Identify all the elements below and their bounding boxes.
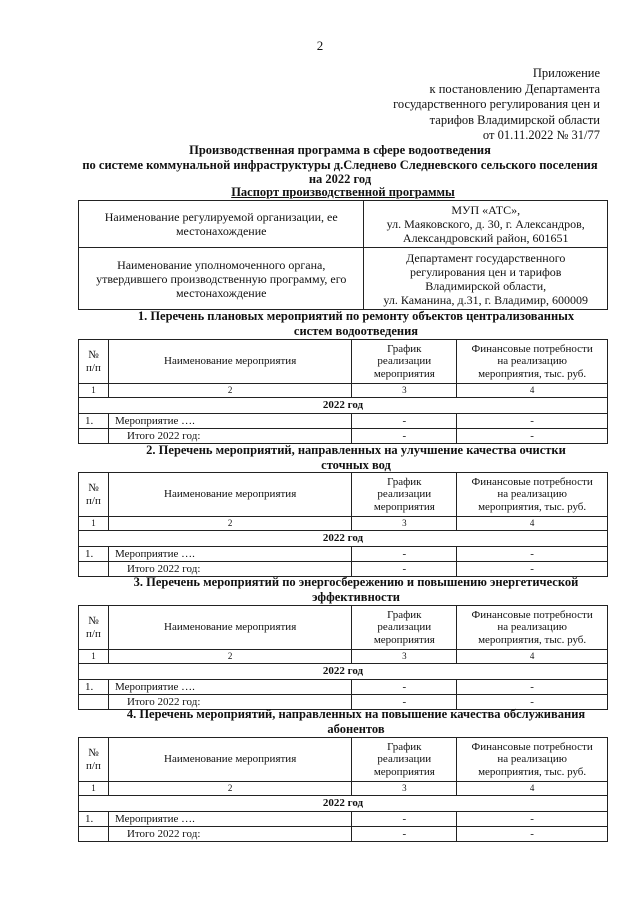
- appendix-line: тарифов Владимирской области: [429, 112, 600, 127]
- year-row: [79, 398, 608, 414]
- row-schedule: -: [352, 547, 457, 562]
- document-title: [70, 143, 610, 187]
- section-table-1: [78, 339, 608, 444]
- col-number: 1: [79, 384, 109, 398]
- row-name: Мероприятие ….: [108, 812, 351, 827]
- section-table-2: [78, 472, 608, 577]
- table-row: [79, 812, 608, 827]
- section-title-line: сточных вод: [321, 458, 391, 472]
- section-title-3: [96, 575, 616, 605]
- col-number: 4: [457, 782, 608, 796]
- header-schedule: График реализации мероприятия: [352, 473, 457, 517]
- page-number: 2: [316, 38, 324, 53]
- col-number: 3: [352, 384, 457, 398]
- table-header-row: [79, 738, 608, 782]
- total-row: [79, 429, 608, 444]
- appendix-line: государственного регулирования цен и: [393, 97, 600, 111]
- header-finance: Финансовые потребности на реализацию мероприятия, тыс. руб.: [457, 738, 608, 782]
- passport-org-label: Наименование регулируемой организации, ее местонахождение: [79, 201, 364, 248]
- appendix-line: к постановлению Департамента: [429, 81, 600, 96]
- total-schedule: -: [352, 827, 457, 842]
- table-header-row: [79, 340, 608, 384]
- appendix-block: [393, 66, 600, 144]
- title-line: по системе коммунальной инфраструктуры д.Следнево Следневского сельского поселения: [82, 157, 598, 172]
- col-number: 1: [79, 650, 109, 664]
- table-row: [79, 414, 608, 429]
- passport-table: [78, 200, 608, 310]
- section-title-2: [96, 443, 616, 473]
- col-number: 1: [79, 782, 109, 796]
- row-finance: -: [457, 414, 608, 429]
- total-finance: -: [457, 562, 608, 577]
- year-row: [79, 664, 608, 680]
- appendix-line: от 01.11.2022 № 31/77: [482, 128, 600, 142]
- table-header-row: [79, 606, 608, 650]
- year-row: [79, 796, 608, 812]
- total-number: [79, 429, 109, 444]
- total-name: Итого 2022 год:: [108, 695, 351, 710]
- passport-auth-label: Наименование уполномоченного органа, утвердившего производственную программу, его местонахождение: [79, 248, 364, 310]
- total-finance: -: [457, 695, 608, 710]
- header-num: № п/п: [79, 473, 109, 517]
- org-value-line: ул. Маяковского, д. 30, г. Александров,: [386, 217, 585, 231]
- auth-value-line: регулирования цен и тарифов: [409, 264, 562, 279]
- section-title-line: абонентов: [327, 722, 385, 736]
- table-header-row: [79, 473, 608, 517]
- section-title-line: эффективности: [312, 590, 400, 604]
- table-row: [79, 680, 608, 695]
- total-schedule: -: [352, 695, 457, 710]
- header-name: Наименование мероприятия: [108, 606, 351, 650]
- auth-value-line: Департамент государственного: [406, 250, 566, 265]
- col-number: 4: [457, 517, 608, 531]
- total-name: Итого 2022 год:: [108, 562, 351, 577]
- section-title-line: систем водоотведения: [293, 324, 419, 338]
- col-number: 1: [79, 517, 109, 531]
- col-number: 2: [108, 782, 351, 796]
- row-name: Мероприятие ….: [108, 547, 351, 562]
- title-line: на 2022 год: [308, 172, 372, 186]
- section-title-line: 2. Перечень мероприятий, направленных на улучшение качества очистки: [146, 443, 566, 457]
- header-schedule: График реализации мероприятия: [352, 606, 457, 650]
- header-finance: Финансовые потребности на реализацию мероприятия, тыс. руб.: [457, 473, 608, 517]
- year-label: 2022 год: [79, 531, 608, 547]
- row-schedule: -: [352, 414, 457, 429]
- column-number-row: [79, 650, 608, 664]
- header-finance: Финансовые потребности на реализацию мероприятия, тыс. руб.: [457, 606, 608, 650]
- section-title-4: [96, 707, 616, 737]
- total-schedule: -: [352, 429, 457, 444]
- org-value-line: МУП «АТС»,: [451, 203, 521, 217]
- passport-auth-value: [364, 248, 608, 310]
- total-name: Итого 2022 год:: [108, 827, 351, 842]
- total-schedule: -: [352, 562, 457, 577]
- col-number: 2: [108, 384, 351, 398]
- auth-value-line: Владимирской области,: [425, 278, 547, 293]
- total-row: [79, 827, 608, 842]
- appendix-line: Приложение: [532, 66, 600, 80]
- col-number: 4: [457, 384, 608, 398]
- row-finance: -: [457, 547, 608, 562]
- total-number: [79, 827, 109, 842]
- auth-value-line: ул. Каманина, д.31, г. Владимир, 600009: [383, 292, 589, 307]
- section-title-line: 4. Перечень мероприятий, направленных на повышение качества обслуживания: [126, 707, 586, 721]
- col-number: 3: [352, 650, 457, 664]
- row-finance: -: [457, 812, 608, 827]
- header-name: Наименование мероприятия: [108, 340, 351, 384]
- passport-org-value: [364, 201, 608, 248]
- row-schedule: -: [352, 680, 457, 695]
- section-title-1: [96, 309, 616, 339]
- row-name: Мероприятие ….: [108, 680, 351, 695]
- org-value-line: Александровский район, 601651: [402, 231, 569, 245]
- column-number-row: [79, 384, 608, 398]
- header-num: № п/п: [79, 606, 109, 650]
- column-number-row: [79, 517, 608, 531]
- passport-row-authority: [79, 248, 608, 310]
- col-number: 3: [352, 782, 457, 796]
- section-table-3: [78, 605, 608, 710]
- section-title-line: 1. Перечень плановых мероприятий по ремонту объектов централизованных: [137, 309, 575, 323]
- header-schedule: График реализации мероприятия: [352, 340, 457, 384]
- total-finance: -: [457, 827, 608, 842]
- col-number: 3: [352, 517, 457, 531]
- col-number: 4: [457, 650, 608, 664]
- row-number: 1.: [79, 680, 109, 695]
- col-number: 2: [108, 517, 351, 531]
- header-num: № п/п: [79, 340, 109, 384]
- year-label: 2022 год: [79, 664, 608, 680]
- year-label: 2022 год: [79, 398, 608, 414]
- total-finance: -: [457, 429, 608, 444]
- col-number: 2: [108, 650, 351, 664]
- table-row: [79, 547, 608, 562]
- row-number: 1.: [79, 812, 109, 827]
- header-name: Наименование мероприятия: [108, 738, 351, 782]
- passport-row-org: [79, 201, 608, 248]
- section-title-line: 3. Перечень мероприятий по энергосбережению и повышению энергетической: [133, 575, 579, 589]
- header-finance: Финансовые потребности на реализацию мероприятия, тыс. руб.: [457, 340, 608, 384]
- year-row: [79, 531, 608, 547]
- header-num: № п/п: [79, 738, 109, 782]
- section-table-4: [78, 737, 608, 842]
- row-number: 1.: [79, 547, 109, 562]
- header-name: Наименование мероприятия: [108, 473, 351, 517]
- title-line: Производственная программа в сфере водоотведения: [189, 143, 491, 157]
- row-finance: -: [457, 680, 608, 695]
- passport-heading: Паспорт производственной программы: [231, 185, 455, 199]
- total-name: Итого 2022 год:: [108, 429, 351, 444]
- year-label: 2022 год: [79, 796, 608, 812]
- column-number-row: [79, 782, 608, 796]
- row-number: 1.: [79, 414, 109, 429]
- header-schedule: График реализации мероприятия: [352, 738, 457, 782]
- row-schedule: -: [352, 812, 457, 827]
- row-name: Мероприятие ….: [108, 414, 351, 429]
